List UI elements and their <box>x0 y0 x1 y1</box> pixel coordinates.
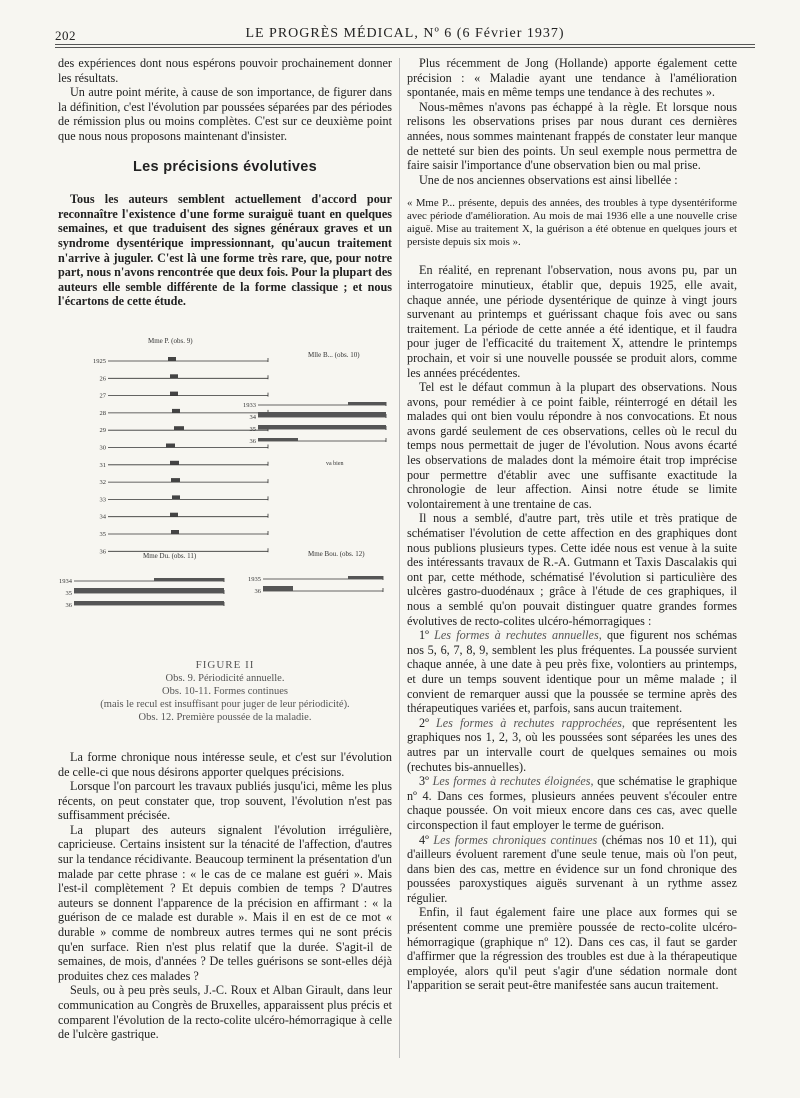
year-label: 1935 <box>248 575 261 583</box>
year-label: 36 <box>99 548 106 556</box>
chronic-band <box>258 425 386 429</box>
chronic-band <box>154 578 224 581</box>
graph-label-d: Mme Du. (obs. 11) <box>143 551 197 560</box>
list-text: (chémas nos 10 et 11), qui d'ailleurs évoluent rarement d'une seule tenue, mais où l'on peut, dans bien des cas, mettre en évidence sur un fond chronique des poussées paroxystiques aiguës survenant à un rythme assez régulier. <box>407 832 737 905</box>
year-label: 27 <box>99 392 106 400</box>
graph-label-h: Mme Bou. (obs. 12) <box>308 549 365 558</box>
year-label: 1934 <box>59 577 72 585</box>
paragraph: En réalité, en reprenant l'observation, nous avons pu, par un interrogatoire minutieux, établir que, depuis 1925, elle avait, chaque année, une période dysentérique de quinze à vingt jours survenant au printemps et guérissant chaque fois avec ou sans traitement. La période de cette année a été identique, et il faudra pour juger de l'efficacité du traitement X, attendre le printemps prochain, et voir si une nouvelle poussée se produit alors, comme les années précédentes. <box>407 263 737 380</box>
page-header <box>55 24 755 46</box>
paragraph: Plus récemment de Jong (Hollande) apporte également cette précision : « Maladie ayant une tendance à l'amélioration spontanée, mais en même temps une tendance à des rechutes ». <box>407 56 737 100</box>
chronic-band <box>263 586 293 591</box>
page-number: 202 <box>55 28 76 43</box>
year-label: 36 <box>65 601 72 609</box>
list-term: Les formes chroniques continues <box>433 832 598 847</box>
year-label: 1933 <box>243 401 256 409</box>
caption-line: Obs. 10-11. Formes continues <box>162 685 288 697</box>
paragraph: Tous les auteurs semblent actuellement d'accord pour reconnaître l'existence d'une forme suraiguë tuant en quelques semaines, et que traduisent des signes généraux graves et un syndrome dysentérique impressionnant, qu'aucun traitement n'arrive à juguler. C'est là une forme très rare, que, pour notre part, nous n'avons rencontrée que deux fois. Pour la plupart des auteurs elle semble différente de la forme classique ; et nous l'écartons de cette étude. <box>58 192 392 309</box>
flare-block <box>172 409 180 413</box>
caption-line: Obs. 9. Périodicité annuelle. <box>165 672 285 684</box>
year-label: 34 <box>99 513 106 521</box>
year-label: 29 <box>99 427 106 435</box>
figure-caption <box>58 659 392 724</box>
chronic-band <box>74 601 224 605</box>
paragraph: Une de nos anciennes observations est ainsi libellée : <box>419 172 678 187</box>
paragraph: La forme chronique nous intéresse seule, et c'est sur l'évolution de celle-ci que nous désirons apporter quelques précisions. <box>58 749 392 779</box>
flare-block <box>170 392 178 396</box>
list-number: 4º <box>419 832 434 847</box>
graph-obs-11 <box>59 578 224 609</box>
column-divider <box>399 58 400 1058</box>
list-term: Les formes à rechutes éloignées, <box>432 774 594 789</box>
chronic-band <box>348 576 383 579</box>
list-number: 3º <box>419 774 433 789</box>
chronic-band <box>348 402 386 405</box>
paragraph: des expériences dont nous espérons pouvoir prochainement donner les résultats. <box>58 56 392 85</box>
chronic-band <box>258 412 386 417</box>
list-number: 1º <box>419 628 435 643</box>
year-label: 1925 <box>93 357 106 365</box>
quoted-observation: « Mme P... présente, depuis des années, des troubles à type dysentériforme avec période d'amélioration. Au mois de mai 1936 elle a une nouvelle crise aiguë. Mise au traitement X, la guérison a été obtenue en quelques jours et persiste depuis six mois ». <box>407 197 737 249</box>
list-item <box>407 716 737 774</box>
year-label: 33 <box>99 496 106 504</box>
flare-block <box>171 530 179 534</box>
figure-graphs <box>58 315 392 655</box>
caption-line: (mais le recul est insuffisant pour juger de leur périodicité). <box>100 698 350 710</box>
paragraph: Il nous a semblé, d'autre part, très utile et très pratique de schématiser l'évolution de cette affection en des graphiques dont nous publions plusieurs types. Cette idée nous est venue à la suite des intéressants travaux de R.-A. Gutmann et Taxis Dascalakis qui ont par, cette méthode, schématisé l'évolution si particulière des ulcères gastro-duodénaux ; grâce à l'étude de ces graphiques, il nous a semblé qu'on pouvait distinguer quatre grandes formes évolutives de recto-colites ulcéro-hémorragiques : <box>407 511 737 628</box>
list-number: 2º <box>419 715 436 730</box>
header-rule-thin <box>55 47 755 48</box>
year-label: 36 <box>249 437 256 445</box>
year-label: 31 <box>99 461 106 469</box>
flare-block <box>170 461 179 465</box>
year-label: 26 <box>99 375 106 383</box>
paragraph: La plupart des auteurs signalent l'évolution irrégulière, capricieuse. Certains insistent sur la ténacité de l'affection, d'autres sur la tendance récidivante. Beaucoup terminent la présentation d'un malade par cette phrase : « le cas de ce malane est guéri ». Mais l'est-il complètement ? Et depuis combien de temps ? D'autres auteurs se donnent l'apparence de la précision en affirmant : « la guérison de ce malade est durable ». Mais il en est de ce mot « durable » comme de nombreux autres termes qui ne sont précis qu'en surface. Rien n'est plus relatif que la durée. S'agit-il de semaines, de mois, d'années ? De telles guérisons se sont-elles déjà produites chez ces malades ? <box>58 822 392 983</box>
paragraph: Un autre point mérite, à cause de son importance, de figurer dans la définition, c'est l'évolution par poussées séparées par des périodes de rémission plus ou moins complètes. C'est sur ce deuxième point que nous nous proposons maintenant d'insister. <box>58 85 392 143</box>
year-label: 35 <box>99 530 106 538</box>
flare-block <box>168 357 176 361</box>
list-item <box>407 833 737 906</box>
list-term: Les formes à rechutes annuelles, <box>434 628 602 643</box>
header-rule <box>55 44 755 45</box>
list-text: que figurent nos schémas nos 5, 6, 7, 8, 9, semblent les plus fréquentes. La poussée survient chaque année, à une date à peu près fixe, volontiers au printemps, et dure un temps souvent identique pour un même malade ; il convient de remarquer aussi que la poussée se termine après des thérapeutiques variées et, parfois, sans aucun traitement. <box>407 628 737 716</box>
flare-block <box>174 426 184 430</box>
chronic-band <box>74 588 224 593</box>
caption-title: FIGURE II <box>195 658 255 671</box>
flare-block <box>170 513 178 517</box>
year-label: 28 <box>99 409 106 417</box>
graph-obs-9 <box>93 357 268 555</box>
year-label: 34 <box>249 413 256 421</box>
graph-note: va bien <box>326 460 344 467</box>
journal-title: LE PROGRÈS MÉDICAL, Nº 6 (6 Février 1937) <box>245 26 565 41</box>
list-text: que schématise le graphique nº 4. Dans ces formes, plusieurs années peuvent s'écouler entre chaque poussée. On voit mieux encore dans ces cas, avec quelle circonspection il faut employer le terme de guérison. <box>407 774 738 832</box>
list-item <box>407 774 737 832</box>
paragraph: Enfin, il faut également faire une place aux formes qui se présentent comme une première poussée de recto-colite ulcéro-hémorragique (graphique nº 12). Dans ces cas, il faut se garder d'affirmer que la régression des troubles est due à la thérapeutique employée, alors qu'il peut s'agir d'une sédation normale dont l'apparition se serait peut-être manifestée sans aucun traitement. <box>407 905 737 993</box>
year-label: 30 <box>99 444 106 452</box>
list-text: que représentent les graphiques nos 1, 2, 3, où les poussées sont séparées les unes des autres par un intervalle court de quelques semaines ou mois (rechutes bis-annuelles). <box>407 715 737 774</box>
paragraph: Lorsque l'on parcourt les travaux publiés jusqu'ici, même les plus récents, on peut constater que, trop souvent, l'évolution n'est pas suffisamment précisée. <box>58 779 392 823</box>
right-column <box>407 56 737 993</box>
flare-block <box>171 478 180 482</box>
evolution-graphs <box>58 315 392 655</box>
year-label: 32 <box>99 479 106 487</box>
flare-block <box>170 374 178 378</box>
graph-obs-12 <box>248 576 383 595</box>
flare-block <box>172 495 180 499</box>
year-label: 35 <box>65 589 72 597</box>
paragraph: Tel est le défaut commun à la plupart des observations. Nous avons, pour remédier à ce point faible, réinterrogé en détail les malades qui ont bien voulu répondre à nos convocations. Et nous avons gardé seulement de ces observations, celles où le recul du temps nous permettait de juger de l'évolution. Nous avons écarté les observations de malades dont la mémoire était trop imprécise pour permettre d'établir avec une suffisante exactitude la chronologie de leur affection. Ainsi notre étude se limite volontairement à une trentaine de cas. <box>407 380 737 511</box>
caption-line: Obs. 12. Première poussée de la maladie. <box>138 711 312 723</box>
section-heading: Les précisions évolutives <box>133 158 317 175</box>
left-column <box>58 56 392 1042</box>
list-term: Les formes à rechutes rapprochées, <box>435 715 625 730</box>
year-label: 36 <box>254 587 261 595</box>
year-label: 35 <box>249 425 256 433</box>
chronic-band <box>258 438 298 441</box>
graph-obs-10 <box>243 402 386 445</box>
paragraph: Seuls, ou à peu près seuls, J.-C. Roux et Alban Girault, dans leur communication au Congrès de Bruxelles, apparaissent plus précis et comparent l'évolution de la recto-colite ulcéro-hémorragique à celle de l'ulcère gastrique. <box>58 983 392 1042</box>
paragraph: Nous-mêmes n'avons pas échappé à la règle. Et lorsque nous relisons les observations prises par nous durant ces dernières années, nous sommes maintenant frappés de constater leur manque de netteté sur bien des points. Un seul exemple nous permettra de faire saisir l'importance d'une observation bien ou mal prise. <box>407 99 737 173</box>
graph-label-b: Mlle B... (obs. 10) <box>308 350 360 359</box>
flare-block <box>166 443 175 447</box>
list-item <box>407 628 737 716</box>
graph-label-p: Mme P. (obs. 9) <box>148 336 193 345</box>
